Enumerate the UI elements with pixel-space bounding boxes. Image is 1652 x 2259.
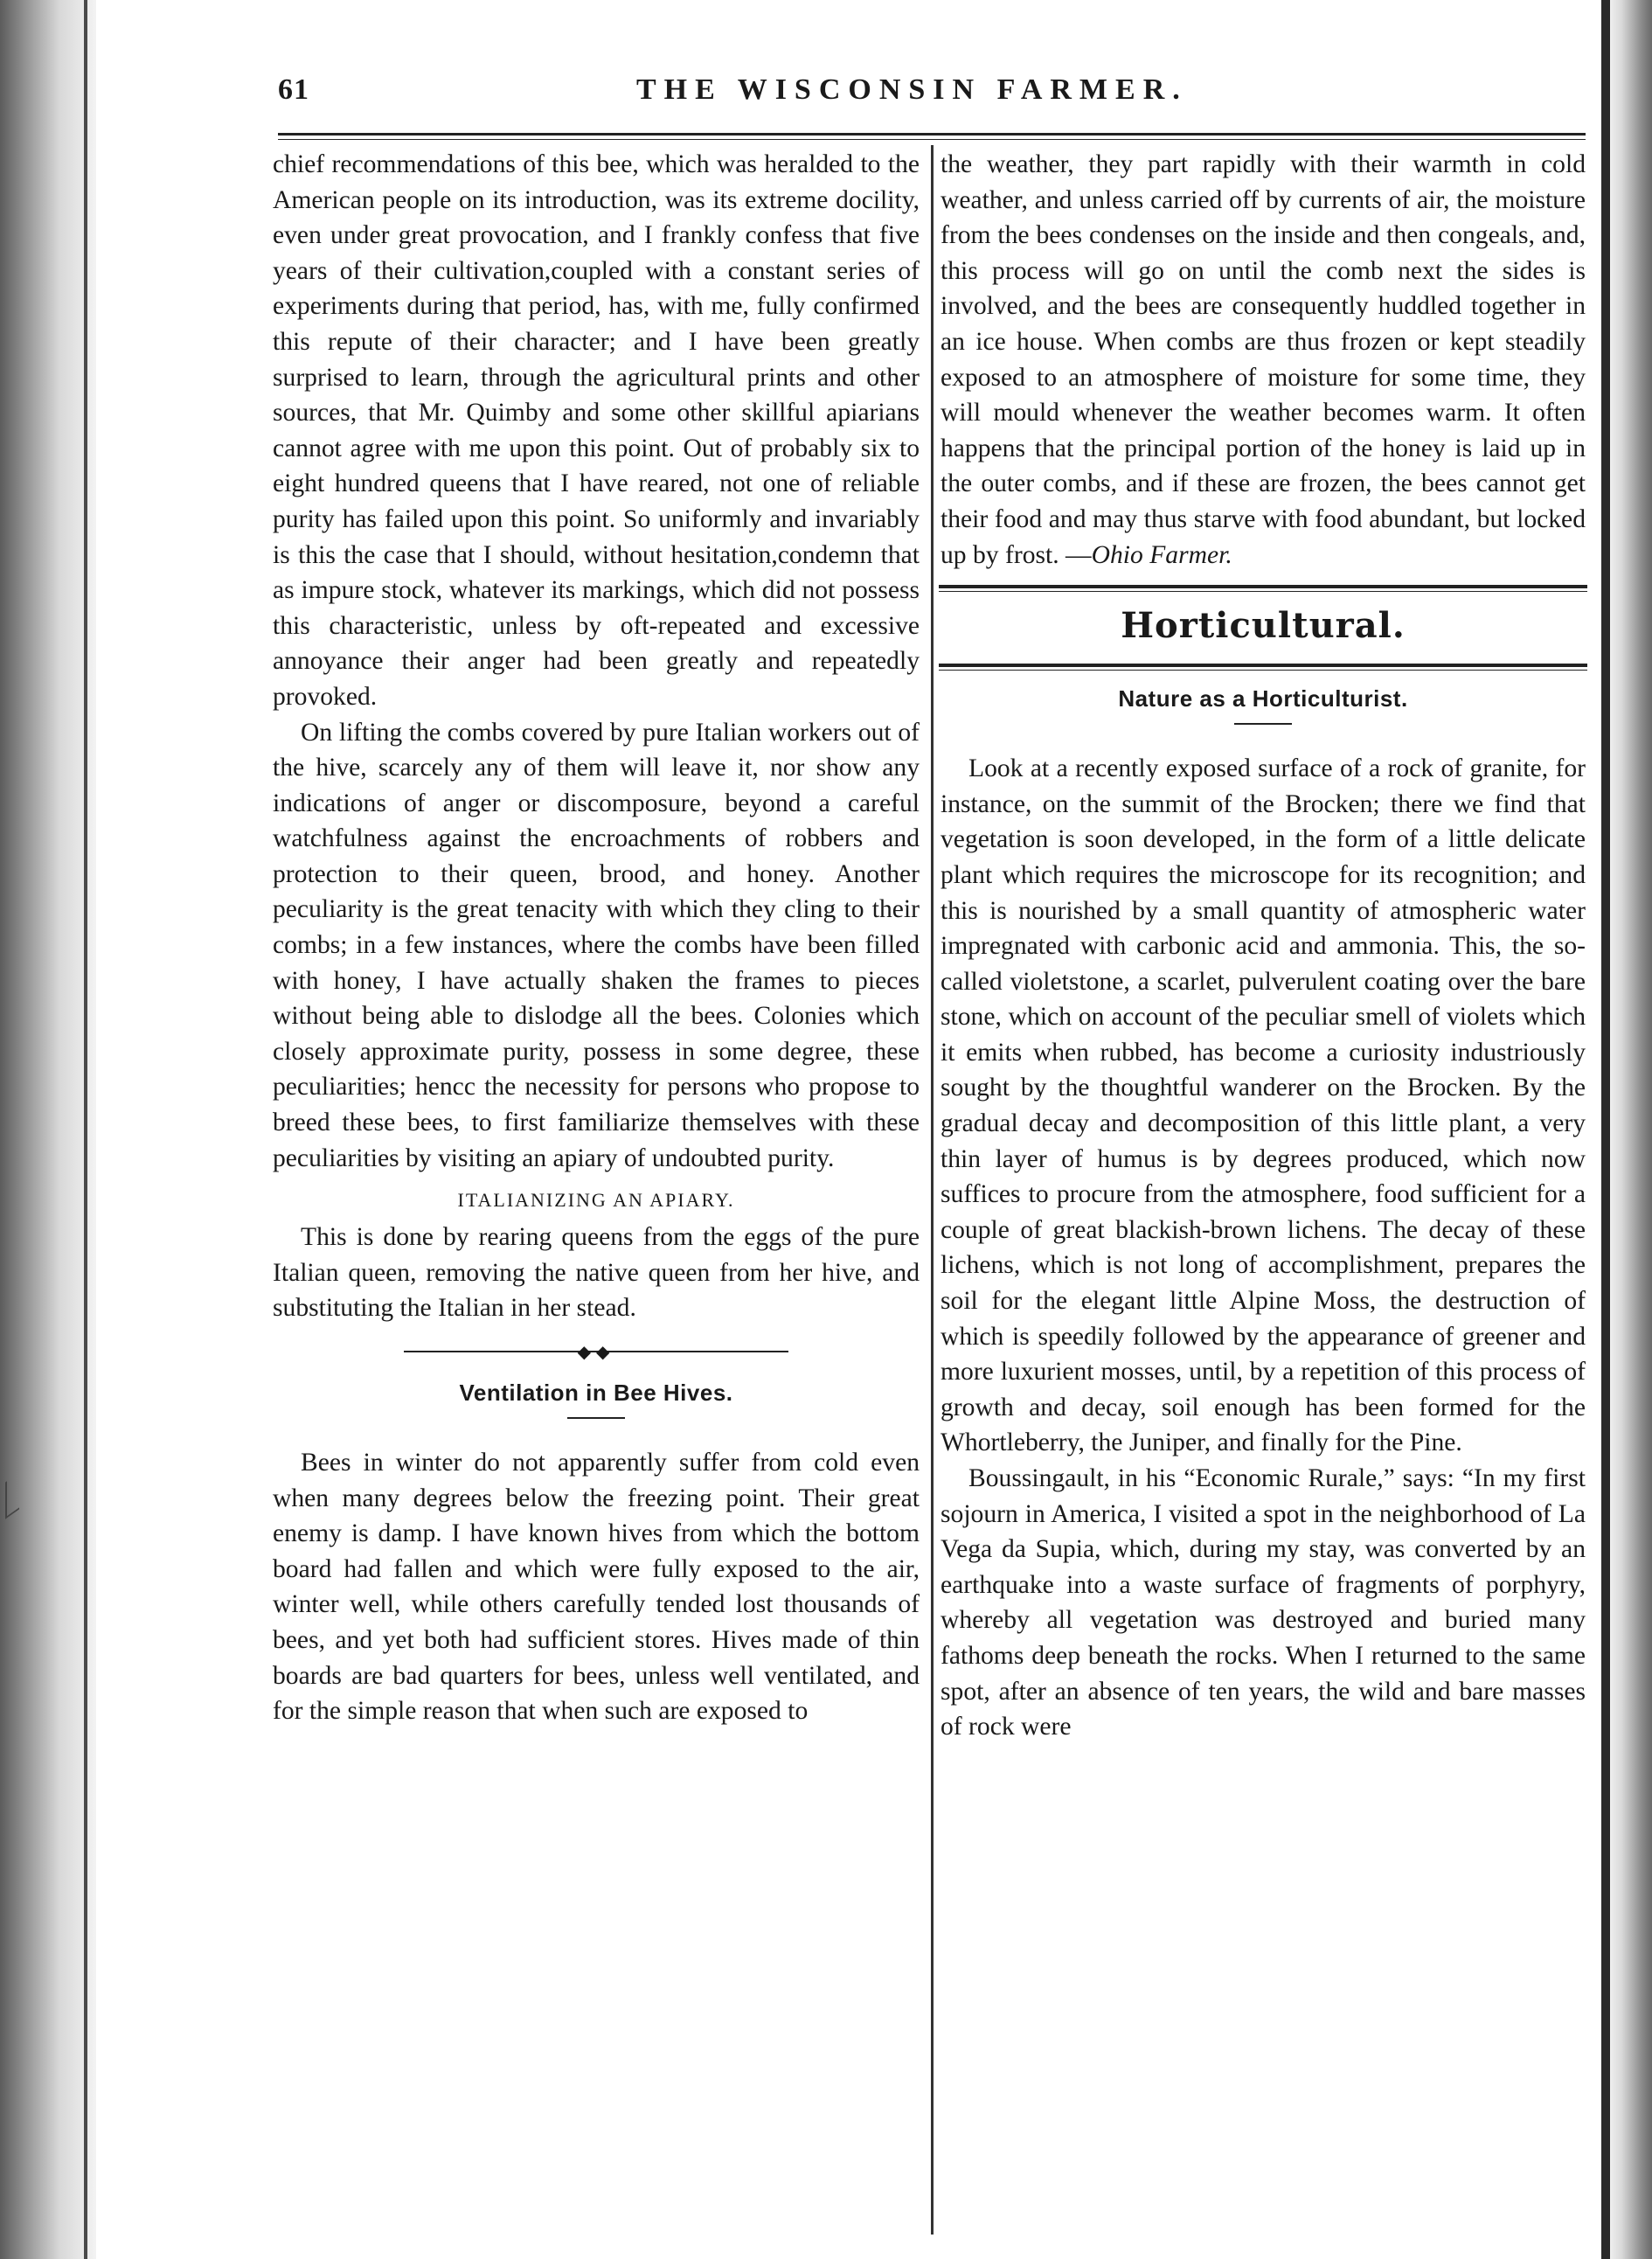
right-paragraph-1-text: the weather, they part rapidly with their warmth in cold weather, and unless carried off by currents of air, the moisture from the bees condenses on the inside and then congeals, and, this process will go on until the comb next the sides is involved, and the bees are consequently huddled together in an ice house. When combs are thus frozen or kept steadily exposed to an atmosphere of moisture for some time, they will mould whenever the weather becomes warm. It often happens that the principal portion of the honey is laid up in the outer combs, and if these are frozen, the bees cannot get their food and may thus starve with food abundant, but locked up by frost. — <box>941 150 1586 569</box>
page-number: 61 <box>278 73 309 106</box>
header-double-rule <box>278 133 1586 140</box>
section-rule-top <box>939 585 1587 592</box>
left-paragraph-1: chief recommendations of this bee, which was heralded to the American people on its introduction, was its extreme docility, even under great provocation, and I frankly confess that five years of their cultivation,coupled with a constant series of experiments during that period, has, with me, fully confirmed this repute of their character; and I have been greatly surprised to learn, through the agricultural prints and other sources, that Mr. Quimby and some other skillful apiarians cannot agree with me upon this point. Out of probably six to eight hundred queens that I have reared, not one of reliable purity has failed upon this point. So uniformly and invariably is this the case that I should, without hesitation,condemn that as impure stock, whatever its markings, which did not possess this characteristic, unless by oft-repeated and excessive annoyance their anger had been greatly and repeatedly provoked. <box>273 150 920 711</box>
short-rule <box>1234 723 1292 725</box>
left-column <box>273 147 920 1729</box>
right-paragraph-1 <box>941 147 1586 573</box>
left-paragraph-3: This is done by rearing queens from the eggs of the pure Italian queen, removing the native queen from her hive, and substituting the Italian in her stead. <box>273 1223 920 1323</box>
running-header <box>278 73 1586 122</box>
right-paragraph-3: Boussingault, in his “Economic Rurale,” says: “In my first sojourn in America, I visited a spot in the neighborhood of La Vega da Supia, which, during my stay, was converted by an earthquake into a waste surface of fragments of porphyry, whereby all vegetation was destroyed and buried many fathoms deep beneath the rocks. When I returned to the same spot, after an absence of ten years, the wild and bare masses of rock were <box>941 1464 1586 1741</box>
ornament-dots-icon: ◆◆ <box>577 1343 615 1362</box>
subheading-italianizing: ITALIANIZING AN APIARY. <box>457 1189 735 1212</box>
book-binding-edge <box>0 0 96 2259</box>
left-paragraph-4: Bees in winter do not apparently suffer from cold even when many degrees below the freezing point. Their great enemy is damp. I have known hives from which the bottom board had fallen and which were fully exposed to the air, winter well, while others carefully tended lost thousands of bees, and yet both had sufficient stores. Hives made of thin boards are bad quarters for bees, unless well ventilated, and for the simple reason that when such are exposed to <box>273 1449 920 1726</box>
ornamental-rule <box>273 1338 920 1365</box>
short-rule <box>567 1417 625 1419</box>
right-column <box>941 147 1586 1745</box>
source-attribution: Ohio Farmer. <box>1091 540 1232 569</box>
column-divider <box>931 145 934 2235</box>
publication-title: THE WISCONSIN FARMER. <box>636 73 1188 106</box>
binding-gutter-line <box>84 0 87 2259</box>
section-heading-horticultural: Horticultural. <box>1121 605 1406 647</box>
left-paragraph-2: On lifting the combs covered by pure Italian workers out of the hive, scarcely any of them will leave it, nor show any indications of anger or discomposure, beyond a careful watchfulness against the encroachments of robbers and protection to their queen, brood, and honey. Another peculiarity is the great tenacity with which they cling to their combs; in a few instances, where the combs have been filled with honey, I have actually shaken the frames to pieces without being able to dislodge all the bees. Colonies which closely approximate purity, possess in some degree, these peculiarities; hencc the necessity for persons who propose to breed these bees, to first familiarize themselves with these peculiarities by visiting an apiary of undoubted purity. <box>273 718 920 1172</box>
article-title-ventilation: Ventilation in Bee Hives. <box>459 1380 733 1406</box>
section-rule-bottom <box>939 664 1587 671</box>
right-paragraph-2: Look at a recently exposed surface of a rock of granite, for instance, on the summit of the Brocken; there we find that vegetation is soon developed, in the form of a little delicate plant which requires the microscope for its recognition; and this is nourished by a small quantity of atmospheric water impregnated with carbonic acid and ammonia. This, the so-called violetstone, a scarlet, pulverulent coating over the bare stone, which on account of the peculiar smell of violets which it emits when rubbed, has become a curiosity industriously sought by the thoughtful wanderer on the Brocken. By the gradual decay and decomposition of this little plant, a very thin layer of humus is by degrees produced, which now suffices to procure from the atmosphere, food sufficient for a couple of great blackish-brown lichens. The decay of these lichens, which is not long of accomplishment, prepares the soil for the elegant little Alpine Moss, the destruction of which is speedily followed by the appearance of greener and more luxurient mosses, until, by a repetition of this process of growth and decay, soil enough has been formed for the Whortleberry, the Juniper, and finally for the Pine. <box>941 754 1586 1457</box>
article-title-nature: Nature as a Horticulturist. <box>1118 685 1408 712</box>
page-right-rule <box>1601 0 1610 2259</box>
